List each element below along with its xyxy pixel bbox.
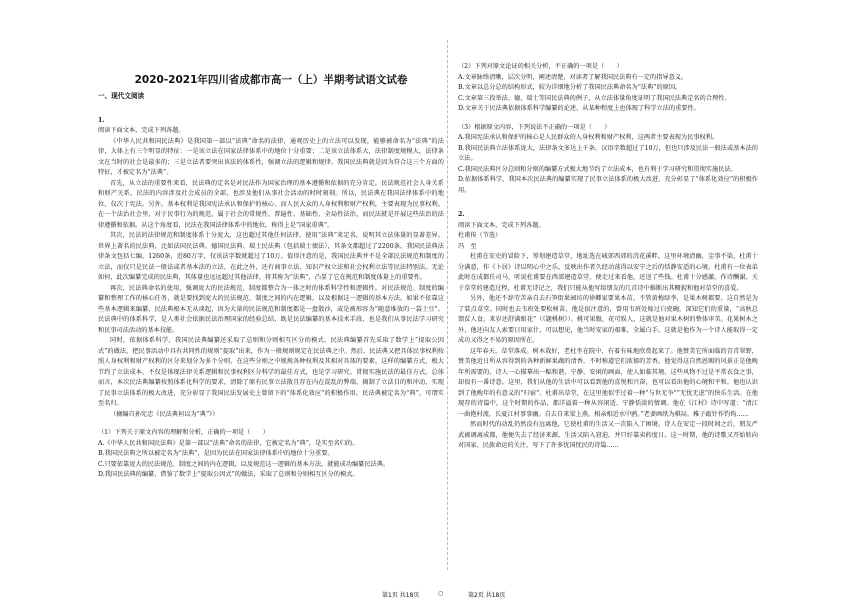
- page-number-left: 第1页 共18页: [382, 592, 420, 599]
- right-column: [458, 0, 758, 452]
- passage-paragraph: 这年春天，草堂落成。树木栽好，老杜坐在院中，有着有味地欣赏起来了。他赞美它所面临的青青翠野，赞美他近日所从容得到的各种新鲜果蔬的清香，不时称道它们浓郁的芳香。他觉得这自然恩赐的风景正是他晚年所需要的。诗人一心描摹出一幅和谐、宁静、安闲的画面，使人如临其境。这些风物不过是平常衣食之事，却很有一番诗意。这里，我们从他的生活中可以看到他的喜悦和兴奋，也可以看出他的心境和平和。他也认识到了他晚年的有意义的“归宿”。杜甫出草堂，在这里他似乎过着一种“与世无争”“无忧无虑”的快乐生活。在他现存的诗篇中，这个时期的作品，都洋溢着一种从容闲适、宁静恬淡的情调。他在《江村》诗中写道：“清江一曲抱村流，长夏江村事事幽。自去自来梁上燕，相亲相近水中鸥。”老妻画纸为棋局，稚子敲针作钓钩……: [458, 347, 758, 418]
- page-separator: ○: [438, 590, 444, 597]
- passage-source: （摘编自孙宪忠《民法典何以为“典”》）: [110, 410, 219, 418]
- option-a: A.文章脉络清晰，层次分明，阐述清楚，对读者了解我国民法典有一定的指导意义。: [458, 73, 688, 81]
- option-a: A.我国宪法承认和保护的核心是人民群众的人身权利和财产权利，这两者主要表现为民事权利。: [458, 134, 719, 141]
- passage: [98, 137, 444, 421]
- passage-paragraph: 首先，从立法的重要性来看，民法典的定名是对民法作为国家治理的基本遵循和依据的充分肯定。民法规范社会人身关系和财产关系，民法的内容涉及社会成员的全部，也涉及他们从事社会活动的时时刻刻。所以，民法典在我国法律体系中的地位，仅次于宪法。另外，基本权利是我国宪法承认和保护的核心，而人民大众的人身权利和财产权利，主要表现为民事权利。在一个法治社会里，对于民事行为的规范，属于社会的常规性、普遍性、基础性、全局性法治，而民法就是开展这些法治的法律遵循和依据。从这个角度看，民法在我国法律体系中的地位，称得上是“国家重典”。: [98, 179, 444, 229]
- sub-question-stem: （1）下列关于原文内容的理解和分析，正确的一项是（ ）: [98, 429, 269, 436]
- option-a: A.《中华人民共和国民法典》是第一部以“法典”命名的法律，它被定名为“典”，是实至名归的。: [98, 439, 359, 447]
- option-c: C.文章第三段举法、德、瑞士等国民法典的例子，从立法体量角度证明了我国民法典定名的合理性。: [458, 94, 731, 102]
- column-divider: [447, 40, 448, 570]
- passage-paragraph: 另外，他还不辞劳苦亲自去石笋街果园坊的徐卿家要果木苗。不管黄梅绿李，是果木树都要。这自然是为了装点草堂。同时也去韦班处要松树苗，他是很注意的，曾用韦班处嫁过白瓷碗，深知它们的重量，“高秋总馈贫人食，来岁还舒满眼花”（《题桃树》）。桃可果腹，花可娱人，这就是他对果木树的整体审美。花果树木之外，他还向友人索要日用家什，可以想见，他当时安家的艰难，全属白手。这就是他作为一个诗人能取得一定成功又得之不易的原因所在。: [458, 295, 758, 344]
- sub-question-stem: （2）下列对原文论证的相关分析，不正确的一项是（ ）: [458, 63, 623, 70]
- option-d: D.文章关于民法典依据体系科学编纂的论述，从某种程度上也体现了科学立法的重要性。: [458, 105, 700, 112]
- exam-title: 2020-2021年四川省成都市高一（上）半期考试语文试卷: [134, 74, 408, 86]
- page-number-right: 第2页 共18页: [468, 592, 506, 599]
- sub-question-stem: （3）根据原文内容，下列说法不正确的一项是（ ）: [458, 123, 611, 131]
- question-instruction: 阅读下面文本，完成下列各题。: [458, 221, 545, 229]
- passage-paragraph: 《中华人民共和国民法典》是我国第一部以“法典”命名的法律，通观历史上的立法可以发现，能够被命名为“法典”的法律，大体上有三个明显的特征：一是该立法在国家法律体系中的地位十分重要；二是该立法体系大，法律制度规模大，法律条文在当时的社会是最多的；三是立法者要突出该法的体系性，强调立法的逻辑和规律。我国民法典就是因为符合这三个方面的特征，才被定名为“法典”。: [98, 137, 444, 176]
- option-d: D.我国民法典的编纂，借鉴了数学上“提取公因式”的做法，采取了总则和分则相互区分的模式。: [98, 471, 359, 478]
- option-c: C.我国民法典区分总则和分则的编纂方式极大地节约了立法成本，也有利于学习研究和贯彻实施民法。: [458, 165, 737, 173]
- left-column: [98, 0, 444, 481]
- option-b: B.文章以总分总的结构形式，较为详细地分析了我国民法典命名为“法典”的原因。: [458, 84, 682, 91]
- passage-title: 杜甫传（节选）: [458, 232, 502, 239]
- passage-paragraph: 然而时代的动乱仍然没有远离他，它使杜甫的生活又一次陷入了困境。诗人在安定一段时间之后，朋友严武被调离成都，他便失去了经济来源，生活又陷入窘迫，并只好靠卖药度日。这一时期，他的诗歌又开始转向对国家、民族命运的关注，写下了许多忧国忧民的诗篇……: [458, 421, 758, 449]
- option-b: B.我国民法典立法体系庞大，法律条文多达上千条，汉语字数超过了10万，但也只涉及民法一般法或基本法的立法。: [458, 144, 758, 162]
- passage-author: 冯 至: [458, 242, 477, 250]
- passage: [458, 252, 758, 452]
- option-d: D.依据体系科学，我国本次民法典的编纂实现了民事立法体系的极大改进，充分彰显了“体系化效应”的积极作用。: [458, 176, 758, 194]
- question-number: 1.: [98, 116, 105, 124]
- question-number: 2.: [458, 211, 465, 218]
- section-heading: 一、现代文阅读: [98, 92, 145, 100]
- passage-paragraph: 杜甫在安史的冒险下，筹划建造草堂，地址选在城郊西郊的浣花溪畔，这里环境清幽，尘事不染，杜甫十分满意，作《卜居》诗以明心中之乐，反映出作者久经动荡得以安宁之后的恬静安适的心境。杜甫有一位表弟此时在成都任司马，听说杜甫要在西郊建造草堂，便走过来看他，还送了些钱。杜甫十分感激。作诗酬谢。关于草堂的建造过程，杜甫无诗记之，我们只能从他写给朋友的几首诗中推断出其概貌和他对草堂的喜爱。: [458, 253, 758, 292]
- passage-paragraph: 其次，民法的法律规范和制度体系十分庞大，这也超过其他任何法律，使用“法典”来定名，说明其立法体量的显著差异。世界上著名的民法典，比如法国民法典、德国民法典、瑞士民法典（包括瑞士债法），其条文都超过了2200条。我国民法典法律条文包括七编，1260条，近80万字，仅该法字数就超过了10万。值得注意的是，我国民法典并不是全部民法规范和制度的立法，而仅只是民法一般法或者基本法的立法，在此之外，还有商事立法、知识产权立法和社会权利立法等民法特别法。无论如何，此次编纂完成的民法典，其体量也远远超过其他法律，将其称为“法典”，凸显了它在规范和制度体量上的重要性。: [98, 232, 444, 281]
- option-c: C.只要依靠庞大的民法规范、制度之间的内在逻辑，以及规范这一逻辑的基本方法，就能成功编纂民法典。: [98, 460, 390, 468]
- passage-paragraph: 同时，依据体系科学，我国民法典编纂还采取了总则和分则相互区分的模式。民法典编纂首先采取了数学上“提取公因式”的做法，把民事活动中具有共同性的规则“提取”出来，作为一般规则规定在民法典之中。然后，民法典又把具体民事权利按照人身权利和财产权利的区分来划分为多个分则，在这些分则之中规规各种权利及其相对具体的要素。这样的编纂方式，极大节约了立法成本，不仅是体现法律关系逻辑和民事权利区分科学的最佳方式，也是学习研究、贯彻实施民法的最佳方式。总体而言，本次民法典编纂按照体系化科学的要求，清除了原有民事立法散且存在内在混乱的弊端，揭制了立法目的和冲动，实现了民事立法体系的极大改进，充分彰显了我国民法发展史上曾留下的“体系化效应”的积极作用。民法典被定名为“典”，可谓实至名归。: [98, 337, 444, 407]
- passage-paragraph: 再次，民法典命名的使用，强调庞大的民法规范、制度都整合为一体之时的体系科学性和逻辑性。对民法规范、制度的编纂和整理工作的核心任务，就是要找到庞大的民法规范、制度之间的内在逻辑，以及根据这一逻辑的基本方法。如果不依靠这些基本逻辑来编纂，民法典根本无从谈起，因为大量的民法规范和制度都是一盘散沙，或是被形容为“随意堆放的一袋土豆”。民法典中的体系科学，是人类社会依据民法治理国家的经验总结，既是民法编纂的基本技术手段，也是我们从事民法学习研究和民事司法活动的基本技能。: [98, 284, 444, 334]
- option-b: B.我国民法典之所以被定名为“法典”，是因为民法在国家法律体系中的地位十分重要。: [98, 450, 334, 457]
- question-instruction: 阅读下面文本，完成下列各题。: [98, 127, 185, 134]
